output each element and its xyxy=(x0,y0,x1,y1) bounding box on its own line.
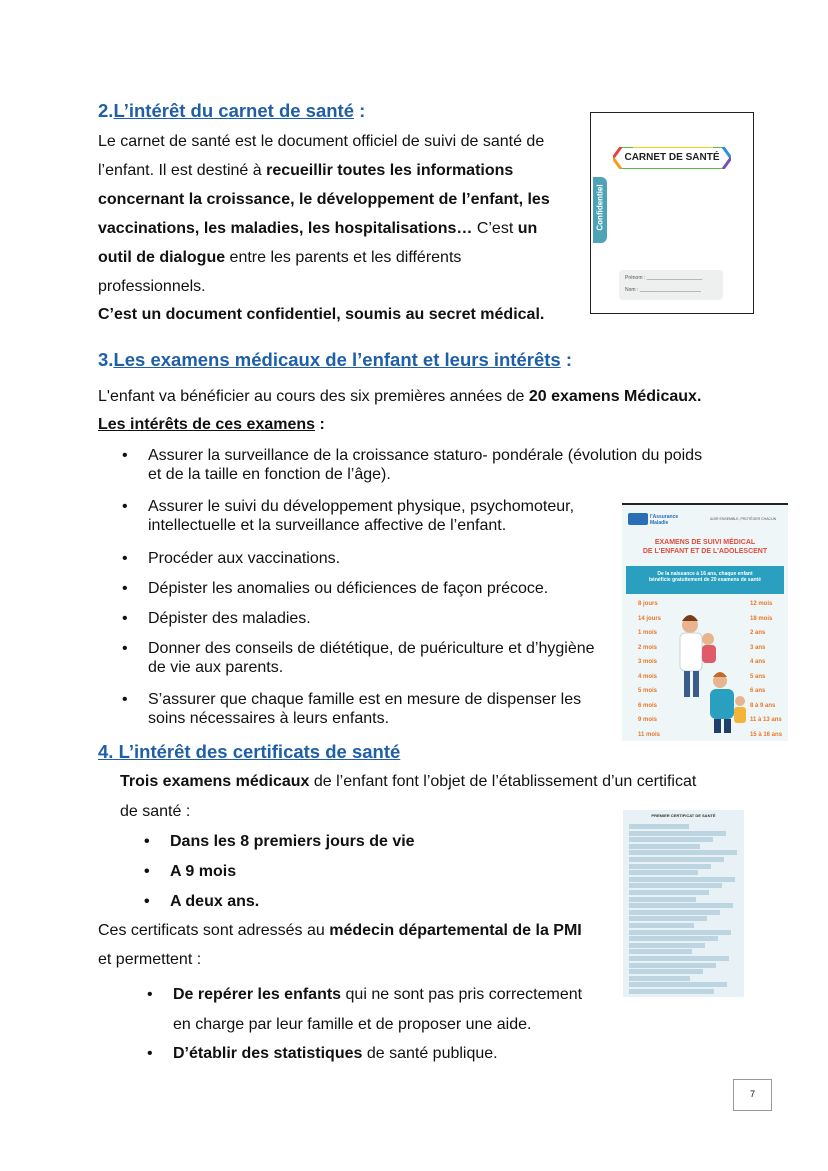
text: A 9 mois xyxy=(170,863,237,880)
text: l’enfant. Il est destiné à xyxy=(98,162,267,179)
cert-bullet-3 xyxy=(144,892,260,911)
s4-line-1 xyxy=(120,767,696,796)
poster-age-left: 4 mois xyxy=(638,673,658,680)
cert-form-row xyxy=(629,936,718,941)
cert-form-row xyxy=(629,910,720,915)
s4-line-2: de santé : xyxy=(120,803,191,820)
poster-info-band xyxy=(626,566,784,594)
cert-form-row xyxy=(629,969,703,974)
purpose-bullet-1 xyxy=(147,980,613,1040)
cert-form-row xyxy=(629,903,733,908)
section-3-heading xyxy=(98,349,572,371)
text: Dépister des maladies. xyxy=(148,610,311,627)
section-number: 3. xyxy=(98,349,114,370)
cert-form-row xyxy=(629,870,698,875)
text: Donner des conseils de diététique, de puériculture et d’hygiène xyxy=(148,640,595,657)
poster-title xyxy=(622,538,788,556)
bullet-icon: • xyxy=(122,447,128,464)
cert-form-row xyxy=(629,877,735,882)
bullet-icon: • xyxy=(122,691,128,708)
poster-age-right: 2 ans xyxy=(750,630,766,636)
poster-age-right: 12 mois xyxy=(750,601,773,607)
text: Procéder aux vaccinations. xyxy=(148,550,341,567)
section-number: 4. xyxy=(98,741,114,762)
assurance-maladie-logo-icon xyxy=(628,513,648,525)
carnet-name-fields xyxy=(619,270,723,300)
poster-title-line: EXAMENS DE SUIVI MÉDICAL xyxy=(654,539,756,546)
text: en charge par leur famille et de proposer une aide. xyxy=(173,1016,532,1033)
s3-intro xyxy=(98,382,701,411)
section-title: L’intérêt du carnet de santé xyxy=(113,100,355,121)
bullet-icon: • xyxy=(122,580,128,597)
bold-text: De repérer les enfants xyxy=(173,986,342,1003)
cert-form-row xyxy=(629,890,709,895)
section-heading-underlined xyxy=(98,741,400,762)
bullet-icon: • xyxy=(147,1045,153,1062)
section-title: Les examens médicaux de l’enfant et leurs intérêts xyxy=(113,349,561,370)
bold-text: un xyxy=(517,220,538,237)
page-number: 7 xyxy=(733,1079,772,1111)
exam-bullet-4 xyxy=(122,579,549,598)
bullet-icon: • xyxy=(122,640,128,657)
text: de vie aux parents. xyxy=(148,659,284,676)
cert-form-row xyxy=(629,943,705,948)
cert-form-row xyxy=(629,963,716,968)
text: Dépister les anomalies ou déficiences de façon précoce. xyxy=(148,580,549,597)
prenom-field: Prénom : ____________________ xyxy=(625,275,703,281)
poster-age-right: 5 ans xyxy=(750,673,766,680)
section-4-heading xyxy=(98,741,400,763)
text: C’est xyxy=(472,220,518,237)
bullet-icon: • xyxy=(144,863,150,880)
text: et de la taille en fonction de l’âge). xyxy=(148,466,391,483)
text: Dans les 8 premiers jours de vie xyxy=(170,833,415,850)
cert-form-row xyxy=(629,857,724,862)
poster-age-right: 18 mois xyxy=(750,615,773,622)
cert-bullet-2 xyxy=(144,862,237,881)
text: L'enfant va bénéficier au cours des six premières années de xyxy=(98,388,529,405)
text: Assurer la surveillance de la croissance staturo- pondérale (évolution du poids xyxy=(148,447,703,464)
exam-bullet-5 xyxy=(122,609,311,628)
cert-form-row xyxy=(629,897,696,902)
s2-line-4 xyxy=(98,214,537,243)
poster-age-left: 3 mois xyxy=(638,659,658,665)
poster-age-left: 11 mois xyxy=(638,731,661,738)
s3-subheading xyxy=(98,410,325,439)
text: A deux ans. xyxy=(170,893,260,910)
exam-bullet-7 xyxy=(122,690,618,728)
text: Ces certificats sont adressés au xyxy=(98,922,330,939)
cert-form-row xyxy=(629,916,707,921)
exam-bullet-3 xyxy=(122,549,341,568)
bold-text: D’établir des statistiques xyxy=(173,1045,363,1062)
poster-age-right: 15 à 16 ans xyxy=(750,731,783,738)
section-2-heading xyxy=(98,100,365,122)
nom-field: Nom : ______________________ xyxy=(625,287,701,293)
bold-text: Trois examens médicaux xyxy=(120,773,310,790)
poster-age-left: 1 mois xyxy=(638,630,658,636)
cert-form-row xyxy=(629,864,711,869)
text: de l’enfant font l’objet de l’établissement d’un certificat xyxy=(309,773,697,790)
cert-form-row xyxy=(629,923,694,928)
purpose-bullet-2 xyxy=(147,1044,498,1063)
cert-form-row xyxy=(629,982,727,987)
s2-line-2 xyxy=(98,156,513,185)
subheading-colon: : xyxy=(315,416,325,433)
cert-form-row xyxy=(629,930,731,935)
bullet-icon: • xyxy=(144,893,150,910)
text: S’assurer que chaque famille est en mesure de dispenser les xyxy=(148,691,582,708)
bold-text: médecin départemental de la PMI xyxy=(329,922,582,939)
s4-line-4: et permettent : xyxy=(98,951,202,968)
s2-line-3: concernant la croissance, le développement de l’enfant, les xyxy=(98,191,550,208)
s4-line-3 xyxy=(98,916,582,945)
poster-age-left: 5 mois xyxy=(638,688,658,694)
poster-age-right: 4 ans xyxy=(750,659,766,665)
exam-bullet-6 xyxy=(122,639,618,677)
bold-text: vaccinations, les maladies, les hospitalisations… xyxy=(98,220,473,237)
bullet-icon: • xyxy=(122,550,128,567)
section-title: L’intérêt des certificats de santé xyxy=(118,741,401,762)
text: Assurer le suivi du développement physique, psychomoteur, xyxy=(148,498,575,515)
bold-text: outil de dialogue xyxy=(98,249,226,266)
s2-line-7: C’est un document confidentiel, soumis au secret médical. xyxy=(98,306,545,323)
band-text: De la naissance à 16 ans, chaque enfant xyxy=(657,571,753,577)
bullet-icon: • xyxy=(147,986,153,1003)
poster-tagline: AGIR ENSEMBLE, PROTÉGER CHACUN xyxy=(710,517,777,521)
poster-age-right: 6 ans xyxy=(750,688,766,694)
exam-bullet-1 xyxy=(122,446,738,484)
cert-form-row xyxy=(629,850,737,855)
cert-form-row xyxy=(629,949,692,954)
s2-line-5 xyxy=(98,243,461,272)
text: soins nécessaires à leurs enfants. xyxy=(148,710,390,727)
section-number: 2. xyxy=(98,100,114,121)
poster-age-left: 8 jours xyxy=(638,601,658,607)
bold-text: recueillir toutes les informations xyxy=(266,162,514,179)
cert-form-row xyxy=(629,883,722,888)
carnet-de-sante-image xyxy=(590,112,754,314)
confidentiel-tab xyxy=(593,177,607,243)
heading-colon: : xyxy=(354,100,366,121)
s2-line-6: professionnels. xyxy=(98,278,206,295)
text: qui ne sont pas pris correctement xyxy=(341,986,583,1003)
poster-title-line: DE L'ENFANT ET DE L'ADOLESCENT xyxy=(642,548,768,555)
subheading-text: Les intérêts de ces examens xyxy=(98,416,316,433)
carnet-title: CARNET DE SANTÉ xyxy=(624,152,720,163)
cert-form-row xyxy=(629,989,714,994)
text: entre les parents et les différents xyxy=(225,249,462,266)
poster-age-left: 6 mois xyxy=(638,702,658,709)
bullet-icon: • xyxy=(144,833,150,850)
poster-age-right: 8 à 9 ans xyxy=(750,702,776,709)
poster-age-left: 14 jours xyxy=(638,615,662,622)
examens-suivi-poster xyxy=(622,503,788,741)
cert-form-row xyxy=(629,824,689,829)
bullet-icon: • xyxy=(122,610,128,627)
premier-certificat-image xyxy=(623,810,744,997)
exam-bullet-2 xyxy=(122,497,618,535)
bullet-icon: • xyxy=(122,498,128,515)
band-text: bénéficie gratuitement de 20 examens de santé xyxy=(649,577,761,583)
cert-form-row xyxy=(629,844,700,849)
confidentiel-label: Confidentiel xyxy=(595,184,605,231)
cert-bullet-1 xyxy=(144,832,415,851)
bold-text: 20 examens Médicaux. xyxy=(528,388,702,405)
text: intellectuelle et la surveillance affective de l’enfant. xyxy=(148,517,507,534)
s2-line-1: Le carnet de santé est le document officiel de suivi de santé de xyxy=(98,133,545,150)
poster-age-left: 2 mois xyxy=(638,644,658,651)
poster-age-left: 9 mois xyxy=(638,717,658,723)
logo-text: l'Assurance Maladie xyxy=(650,514,679,526)
cert-form-row xyxy=(629,831,726,836)
cert-title: PREMIER CERTIFICAT DE SANTÉ xyxy=(651,813,716,818)
heading-colon: : xyxy=(560,349,573,370)
cert-form-row xyxy=(629,837,713,842)
doctor-family-illustration xyxy=(660,609,750,737)
cert-form-row xyxy=(629,956,729,961)
text: de santé publique. xyxy=(362,1045,498,1062)
poster-age-right: 11 à 13 ans xyxy=(750,717,782,723)
cert-form-row xyxy=(629,976,690,981)
poster-age-right: 3 ans xyxy=(750,644,766,651)
